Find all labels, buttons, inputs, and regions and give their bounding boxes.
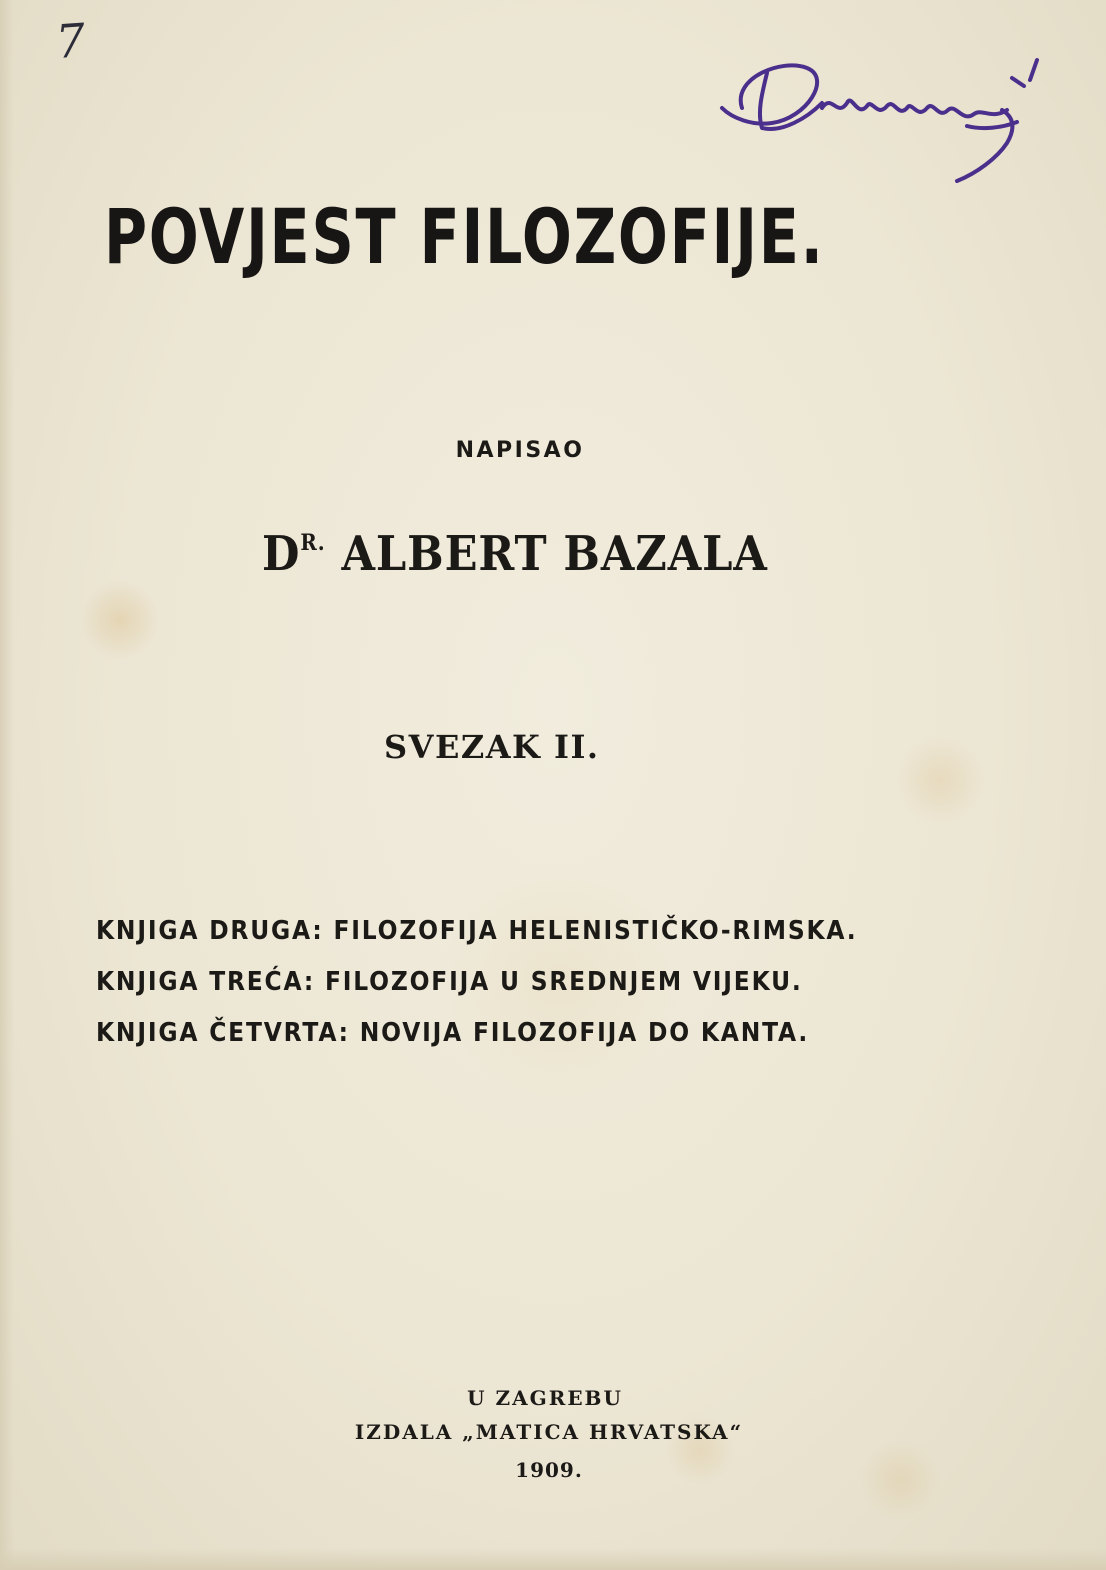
publication-city: U ZAGREBU <box>467 1386 623 1410</box>
author-prefix-superscript: R. <box>300 530 326 556</box>
author-prefix: D <box>262 526 301 582</box>
page-left-edge <box>0 0 14 1570</box>
volume-label: SVEZAK II. <box>384 728 600 766</box>
page-bottom-edge <box>0 1548 1106 1570</box>
contents-item: KNJIGA TREĆA: FILOZOFIJA U SREDNJEM VIJEKU. <box>96 967 803 997</box>
publisher: IZDALA „MATICA HRVATSKA“ <box>354 1420 744 1444</box>
contents-item: KNJIGA ČETVRTA: NOVIJA FILOZOFIJA DO KANTA. <box>96 1018 810 1048</box>
handwritten-page-number: 7 <box>54 13 88 69</box>
publication-year: 1909. <box>515 1458 583 1482</box>
author-intro: NAPISAO <box>455 438 585 463</box>
signature-drawing <box>712 48 1052 198</box>
author-name: ALBERT BAZALA <box>341 526 768 582</box>
book-title: POVJEST FILOZOFIJE. <box>104 192 825 281</box>
author-line <box>262 526 768 582</box>
contents-list <box>96 906 956 1059</box>
contents-item: KNJIGA DRUGA: FILOZOFIJA HELENISTIČKO-RIMSKA. <box>96 916 858 946</box>
handwritten-signature <box>712 48 1052 198</box>
